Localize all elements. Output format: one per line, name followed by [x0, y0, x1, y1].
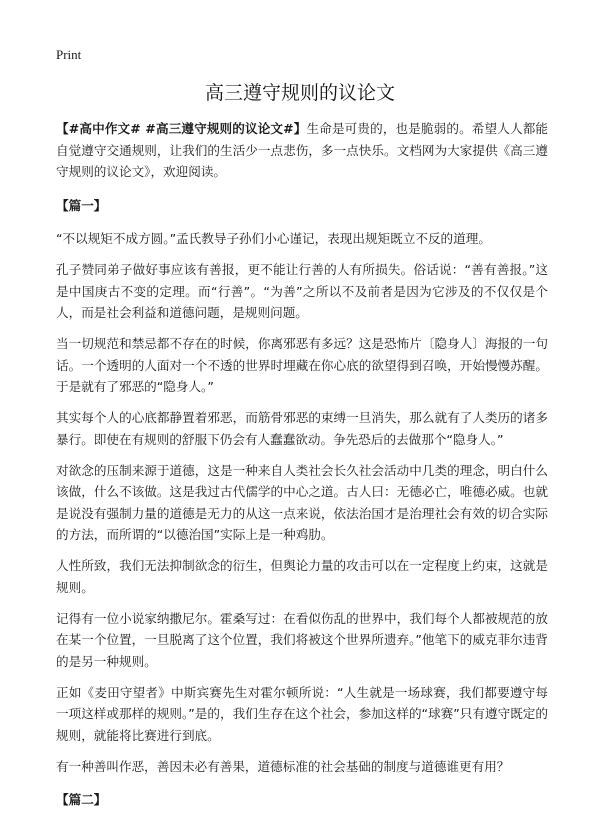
page-title: 高三遵守规则的议论文: [204, 82, 395, 104]
article-body: [56, 118, 548, 823]
paragraph: 当一切规范和禁忌都不存在的时候，你离邪恶有多远？这是恐怖片〔隐身人〕海报的一句话。一个透明的人面对一个不透的世界时埋藏在你心底的欲望得到召唤，开始慢慢苏醒。于是就有了邪恶的“隐身人。”: [56, 336, 548, 394]
print-link[interactable]: Print: [56, 47, 82, 62]
paragraph: 正如《麦田守望者》中斯宾赛先生对霍尔顿所说：“人生就是一场球赛，我们都要遵守每一项这样或那样的规则。”是的，我们生存在这个社会，参加这样的“球赛”只有遵守既定的规则，就能将比赛进行到底。: [56, 684, 548, 743]
intro-text: 生命是可贵的，也是脆弱的。希望人人都能自觉遵守交通规则，让我们的生活少一点悲伤，多一点快乐。文档网为大家提供《高三遵守规则的议论文》，欢迎阅读。: [56, 121, 549, 179]
section-heading-1: 【篇一】: [56, 197, 107, 213]
intro-tag: 【#高中作文# #高三遵守规则的议论文#】: [56, 121, 307, 136]
paragraph: 对欲念的压制来源于道德，这是一种来自人类社会长久社会活动中几类的理念，明白什么该做，什么不该做。这是我过古代儒学的中心之道。古人曰：无德必亡，唯德必威。也就是说没有强制力量的道德是无力的从这一点来说，依法治国才是治理社会有效的切合实际的方法，而所谓的“以德治国”实际上是一种鸡肋。: [56, 462, 548, 542]
paragraph: 其实每个人的心底都静置着邪恶，而筋骨邪恶的束缚一旦消失，那么就有了人类历的诸多暴行。即使在有规则的舒服下仍会有人蠢蠢欲动。争先恐后的去做那个“隐身人。”: [56, 410, 548, 447]
paragraph: “不以规矩不成方圆。”孟氏教导子孙们小心谨记，表现出规矩既立不反的道理。: [56, 231, 491, 246]
section-heading-2: 【篇二】: [56, 792, 107, 807]
paragraph: 有一种善叫作恶，善因未必有善果，道德标准的社会基础的制度与道德谁更有用？: [56, 758, 510, 774]
intro-paragraph: [56, 118, 548, 183]
paragraph: 孔子赞同弟子做好事应该有善报，更不能让行善的人有所损失。俗话说：“善有善报。”这是中国庚古不变的定理。而“行善”。“为善”之所以不及前者是因为它涉及的不仅仅是个人，而是社会利益和道德问题，是规则问题。: [56, 262, 548, 320]
paragraph: 人性所致，我们无法抑制欲念的衍生，但舆论力量的攻击可以在一定程度上约束，这就是规则。: [56, 558, 548, 595]
paragraph: 记得有一位小说家纳撒尼尔。霍桑写过：在看似伤乱的世界中，我们每个人都被规范的放在某一个位置，一旦脱离了这个位置，我们将被这个世界所遗弃。”他笔下的威克菲尔违背的是另一种规则。: [56, 610, 548, 669]
